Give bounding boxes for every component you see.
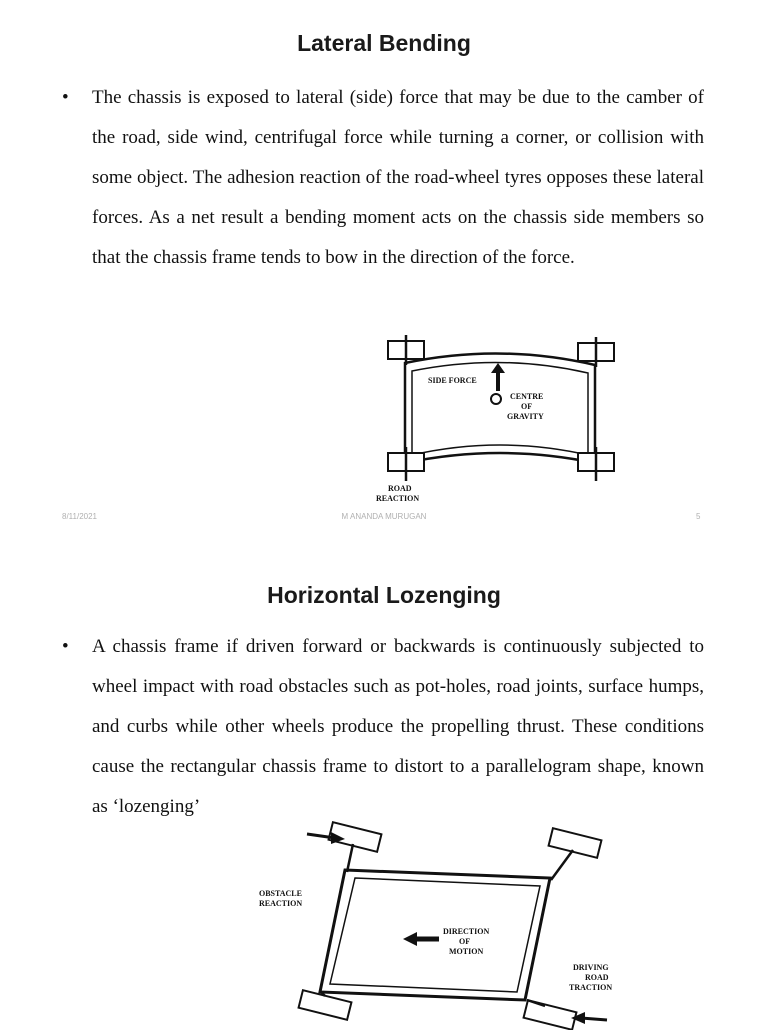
lozenging-diagram — [245, 820, 645, 1030]
road-reaction-label-1: ROAD — [388, 484, 412, 493]
obstacle-label-2: REACTION — [259, 899, 303, 908]
centre-label-1: CENTRE — [510, 392, 544, 401]
bullet-text: The chassis is exposed to lateral (side) force that may be due to the camber of the road, side wind, centrifugal force while turning a corner, or collision with some object. The adhesion reaction of the road-wheel tyres opposes these lateral forces. As a net result a bending moment acts on the chassis side members so that the chassis frame tends to bow in the direction of the force. — [92, 87, 704, 268]
driving-label-1: DRIVING — [573, 963, 609, 972]
centre-label-3: GRAVITY — [507, 412, 544, 421]
bullet-text: A chassis frame if driven forward or backwards is continuously subjected to wheel impact with road obstacles such as pot-holes, road joints, surface humps, and curbs while other wheels produce the propelling thrust. These conditions cause the rectangular chassis frame to distort to a parallelogram shape, known as ‘lozenging’ — [92, 636, 704, 817]
slide-horizontal-lozenging — [0, 560, 768, 1024]
bullet-marker: • — [62, 87, 69, 108]
obstacle-label-1: OBSTACLE — [259, 889, 302, 898]
slide-title: Lateral Bending — [297, 30, 471, 56]
direction-label-3: MOTION — [449, 947, 484, 956]
lateral-bending-diagram — [370, 335, 630, 510]
bullet-marker: • — [62, 636, 69, 657]
centre-label-2: OF — [521, 402, 533, 411]
footer-author: M ANANDA MURUGAN — [341, 512, 427, 521]
footer-date: 8/11/2021 — [62, 512, 97, 521]
side-force-label: SIDE FORCE — [428, 376, 477, 385]
direction-label-1: DIRECTION — [443, 927, 490, 936]
slide-title: Horizontal Lozenging — [267, 582, 501, 608]
driving-label-2: ROAD — [585, 973, 609, 982]
driving-label-3: TRACTION — [569, 983, 613, 992]
road-reaction-label-2: REACTION — [376, 494, 420, 503]
footer-page-number: 5 — [696, 512, 701, 521]
direction-label-2: OF — [459, 937, 471, 946]
